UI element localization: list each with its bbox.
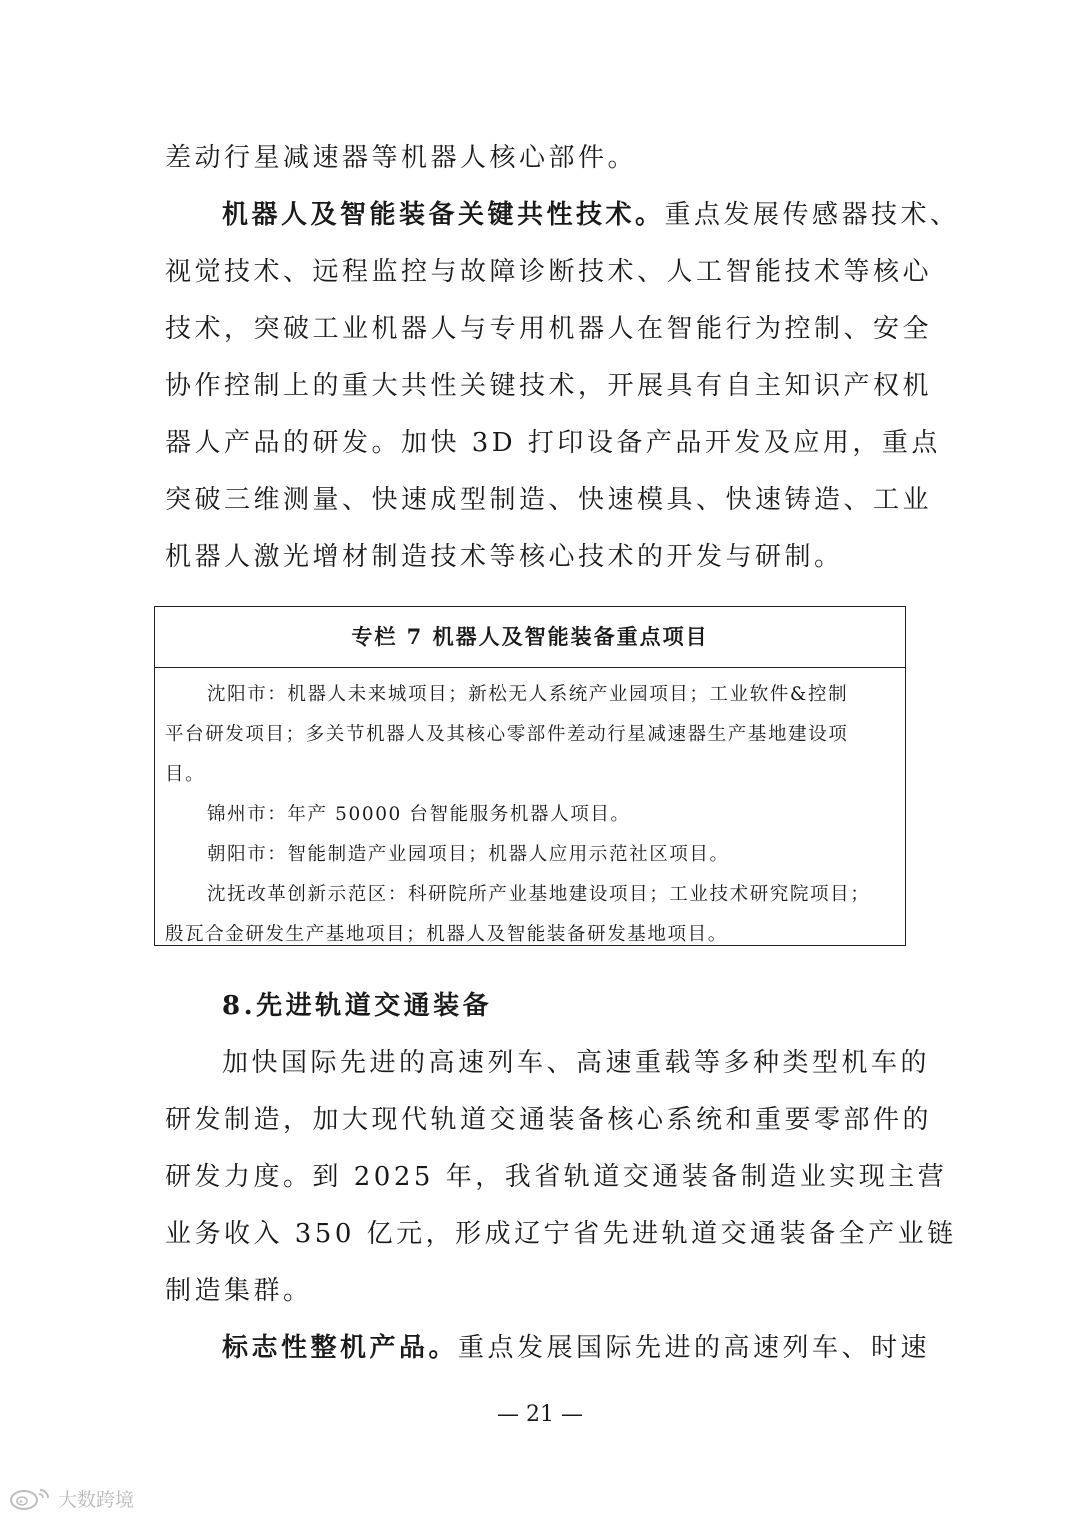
special-column-box <box>154 606 906 946</box>
paragraph-line: 差动行星减速器等机器人核心部件。 <box>165 143 638 173</box>
paragraph-line: 协作控制上的重大共性关键技术，开展具有自主知识产权机 <box>165 371 933 401</box>
paragraph-line: 加快国际先进的高速列车、高速重载等多种类型机车的 <box>222 1048 931 1078</box>
paragraph-line: 机器人激光增材制造技术等核心技术的开发与研制。 <box>165 542 844 572</box>
inline-heading: 机器人及智能装备关键共性技术。 <box>222 200 665 230</box>
section-heading: 8.先进轨道交通装备 <box>222 991 493 1021</box>
paragraph-line <box>222 1320 931 1376</box>
paragraph-line <box>222 187 960 243</box>
box-line: 平台研发项目；多关节机器人及其核心零部件差动行星减速器生产基地建设项 <box>165 724 849 745</box>
weibo-logo-icon <box>8 1485 54 1511</box>
box-title: 专栏 7 机器人及智能装备重点项目 <box>155 607 905 668</box>
inline-heading: 标志性整机产品。 <box>222 1333 459 1363</box>
box-line: 锦州市：年产 50000 台智能服务机器人项目。 <box>207 804 631 825</box>
box-line: 殷瓦合金研发生产基地项目；机器人及智能装备研发基地项目。 <box>165 924 728 945</box>
page-number: — 21 — <box>497 1402 583 1427</box>
paragraph-line: 技术，突破工业机器人与专用机器人在智能行为控制、安全 <box>165 314 933 344</box>
box-line: 朝阳市：智能制造产业园项目；机器人应用示范社区项目。 <box>207 844 730 865</box>
paragraph-line: 视觉技术、远程监控与故障诊断技术、人工智能技术等核心 <box>165 257 933 287</box>
paragraph-line: 研发制造，加大现代轨道交通装备核心系统和重要零部件的 <box>165 1105 933 1135</box>
paragraph-line: 业务收入 350 亿元，形成辽宁省先进轨道交通装备全产业链 <box>165 1219 957 1249</box>
paragraph-text: 重点发展传感器技术、 <box>664 200 960 230</box>
watermark <box>8 1483 134 1513</box>
paragraph-line: 器人产品的研发。加快 3D 打印设备产品开发及应用，重点 <box>165 428 941 458</box>
box-line: 沈阳市：机器人未来城项目；新松无人系统产业园项目；工业软件&控制 <box>207 684 849 705</box>
paragraph-line: 研发力度。到 2025 年，我省轨道交通装备制造业实现主营 <box>165 1162 948 1192</box>
paragraph-text: 重点发展国际先进的高速列车、时速 <box>458 1333 931 1363</box>
watermark-text: 大数跨境 <box>58 1488 135 1511</box>
paragraph-line: 制造集群。 <box>165 1276 313 1306</box>
box-line: 沈抚改革创新示范区：科研院所产业基地建设项目；工业技术研究院项目； <box>207 884 871 905</box>
paragraph-line: 突破三维测量、快速成型制造、快速模具、快速铸造、工业 <box>165 485 933 515</box>
box-line: 目。 <box>165 764 206 785</box>
